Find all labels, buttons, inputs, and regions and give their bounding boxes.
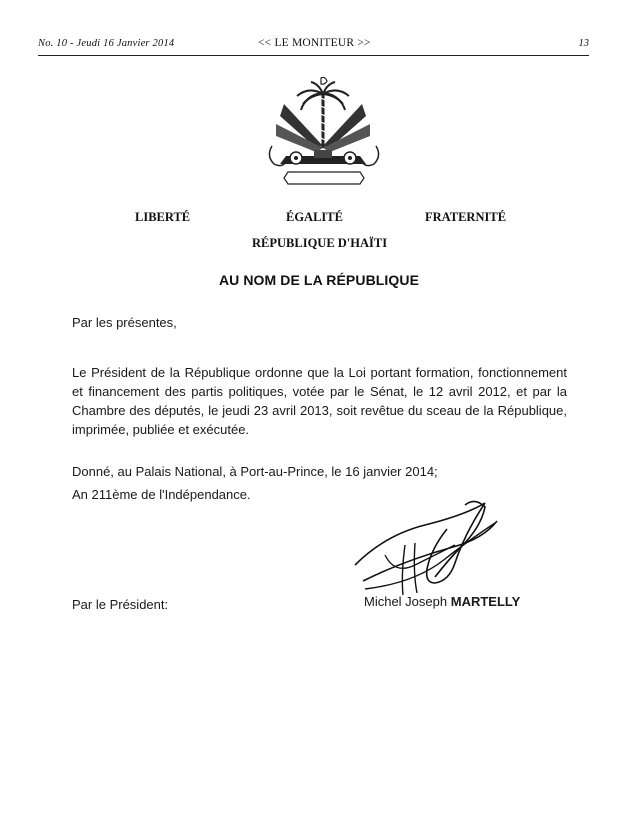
- salutation: Par les présentes,: [72, 315, 177, 330]
- page-header: [38, 38, 588, 52]
- motto-liberte: LIBERTÉ: [135, 210, 191, 224]
- signer-first-names: Michel Joseph: [364, 594, 448, 609]
- journal-name: << LE MONITEUR >>: [258, 37, 371, 49]
- decree-paragraph: Le Président de la République ordonne que la Loi portant formation, fonctionnement et financement des partis politiques, votée par le Sénat, le 12 avril 2012, et par la Chambre des députés, le jeudi 23 avril 2013, soit revêtue du sceau de la République, imprimée, publiée et exécutée.: [72, 365, 567, 437]
- header-rule: [38, 55, 589, 56]
- signer-name: [364, 594, 520, 609]
- handwritten-signature-icon: [345, 495, 505, 600]
- given-at-line: Donné, au Palais National, à Port-au-Prince, le 16 janvier 2014;: [72, 464, 438, 479]
- signer-surname: MARTELLY: [450, 594, 521, 609]
- issue-info: No. 10 - Jeudi 16 Janvier 2014: [38, 38, 175, 49]
- page-number: 13: [578, 38, 589, 49]
- republic-name: RÉPUBLIQUE D'HAÏTI: [252, 236, 388, 250]
- document-title: AU NOM DE LA RÉPUBLIQUE: [218, 272, 420, 288]
- president-label: Par le Président:: [72, 597, 169, 612]
- independence-year: An 211ème de l'Indépendance.: [72, 487, 251, 502]
- motto-fraternite: FRATERNITÉ: [425, 210, 507, 224]
- coat-of-arms-icon: [266, 76, 382, 192]
- motto-egalite: ÉGALITÉ: [286, 210, 343, 224]
